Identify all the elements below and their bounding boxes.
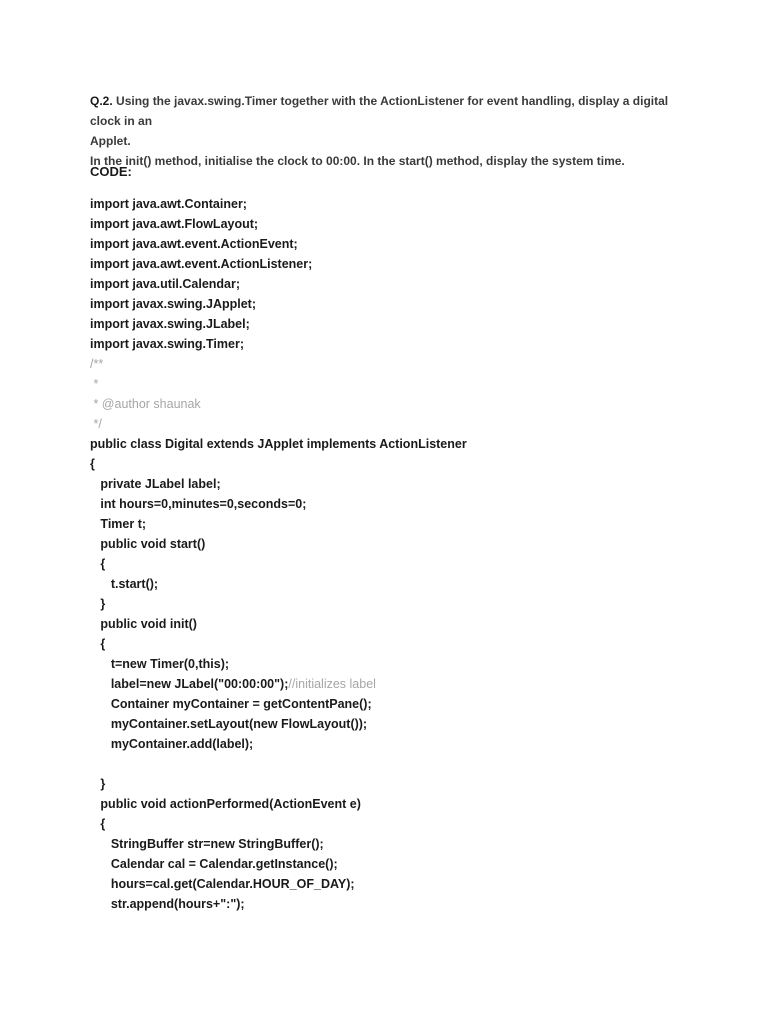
code-text: { — [90, 817, 106, 831]
code-text: str.append(hours+":"); — [90, 897, 245, 911]
code-text: public void init() — [90, 617, 197, 631]
code-line — [90, 294, 710, 314]
code-text: private JLabel label; — [90, 477, 221, 491]
code-line — [90, 854, 710, 874]
code-line — [90, 274, 710, 294]
code-text: public void actionPerformed(ActionEvent e) — [90, 797, 361, 811]
code-text: } — [90, 597, 106, 611]
code-line — [90, 354, 710, 374]
question-line-2: Applet. — [90, 134, 131, 148]
code-line — [90, 874, 710, 894]
code-text: label=new JLabel("00:00:00"); — [90, 677, 289, 691]
code-line — [90, 614, 710, 634]
code-text: { — [90, 637, 106, 651]
code-comment: */ — [90, 417, 102, 431]
code-line — [90, 334, 710, 354]
code-line — [90, 734, 710, 754]
code-line — [90, 434, 710, 454]
code-line — [90, 494, 710, 514]
code-text: { — [90, 557, 106, 571]
code-text: { — [90, 457, 95, 471]
code-text: myContainer.setLayout(new FlowLayout()); — [90, 717, 368, 731]
code-line — [90, 794, 710, 814]
question-line-1-text: Using the javax.swing.Timer together with the ActionListener for event handling, display a digital clock in an — [90, 94, 669, 128]
code-heading: CODE: — [90, 164, 132, 179]
code-text: import java.awt.event.ActionEvent; — [90, 237, 298, 251]
code-line — [90, 414, 710, 434]
code-line — [90, 254, 710, 274]
code-text: Container myContainer = getContentPane(); — [90, 697, 372, 711]
code-comment: * @author shaunak — [90, 397, 201, 411]
code-line — [90, 194, 710, 214]
code-line — [90, 394, 710, 414]
code-text: public void start() — [90, 537, 206, 551]
code-line — [90, 774, 710, 794]
code-text: import java.awt.event.ActionListener; — [90, 257, 313, 271]
question-number: Q.2. — [90, 94, 113, 108]
code-text: import javax.swing.JApplet; — [90, 297, 257, 311]
code-line — [90, 674, 710, 694]
code-text: StringBuffer str=new StringBuffer(); — [90, 837, 324, 851]
code-text: import java.util.Calendar; — [90, 277, 241, 291]
code-text: import java.awt.Container; — [90, 197, 247, 211]
question-line-1 — [90, 91, 690, 131]
code-block — [90, 194, 710, 914]
code-line — [90, 834, 710, 854]
code-text: Calendar cal = Calendar.getInstance(); — [90, 857, 338, 871]
code-line — [90, 634, 710, 654]
code-text: Timer t; — [90, 517, 147, 531]
code-text: import javax.swing.Timer; — [90, 337, 244, 351]
code-line — [90, 534, 710, 554]
code-comment: //initializes label — [288, 677, 376, 691]
code-line — [90, 454, 710, 474]
code-text: import java.awt.FlowLayout; — [90, 217, 259, 231]
code-comment: * — [90, 377, 99, 391]
code-line — [90, 554, 710, 574]
code-line — [90, 714, 710, 734]
code-line — [90, 234, 710, 254]
code-line — [90, 754, 710, 774]
code-text: int hours=0,minutes=0,seconds=0; — [90, 497, 307, 511]
code-text: public class Digital extends JApplet implements ActionListener — [90, 437, 467, 451]
code-line — [90, 654, 710, 674]
code-line — [90, 894, 710, 914]
code-line — [90, 314, 710, 334]
code-text: t=new Timer(0,this); — [90, 657, 230, 671]
question-text — [90, 91, 690, 171]
code-text: t.start(); — [90, 577, 159, 591]
code-text: import javax.swing.JLabel; — [90, 317, 250, 331]
code-comment: /** — [90, 357, 104, 371]
code-line — [90, 594, 710, 614]
code-line — [90, 574, 710, 594]
code-line — [90, 474, 710, 494]
code-text: myContainer.add(label); — [90, 737, 254, 751]
code-text: } — [90, 777, 106, 791]
code-line — [90, 514, 710, 534]
code-line — [90, 694, 710, 714]
code-text: hours=cal.get(Calendar.HOUR_OF_DAY); — [90, 877, 355, 891]
code-line — [90, 814, 710, 834]
code-line — [90, 374, 710, 394]
question-line-3: In the init() method, initialise the clock to 00:00. In the start() method, display the system time. — [90, 154, 625, 168]
code-line — [90, 214, 710, 234]
